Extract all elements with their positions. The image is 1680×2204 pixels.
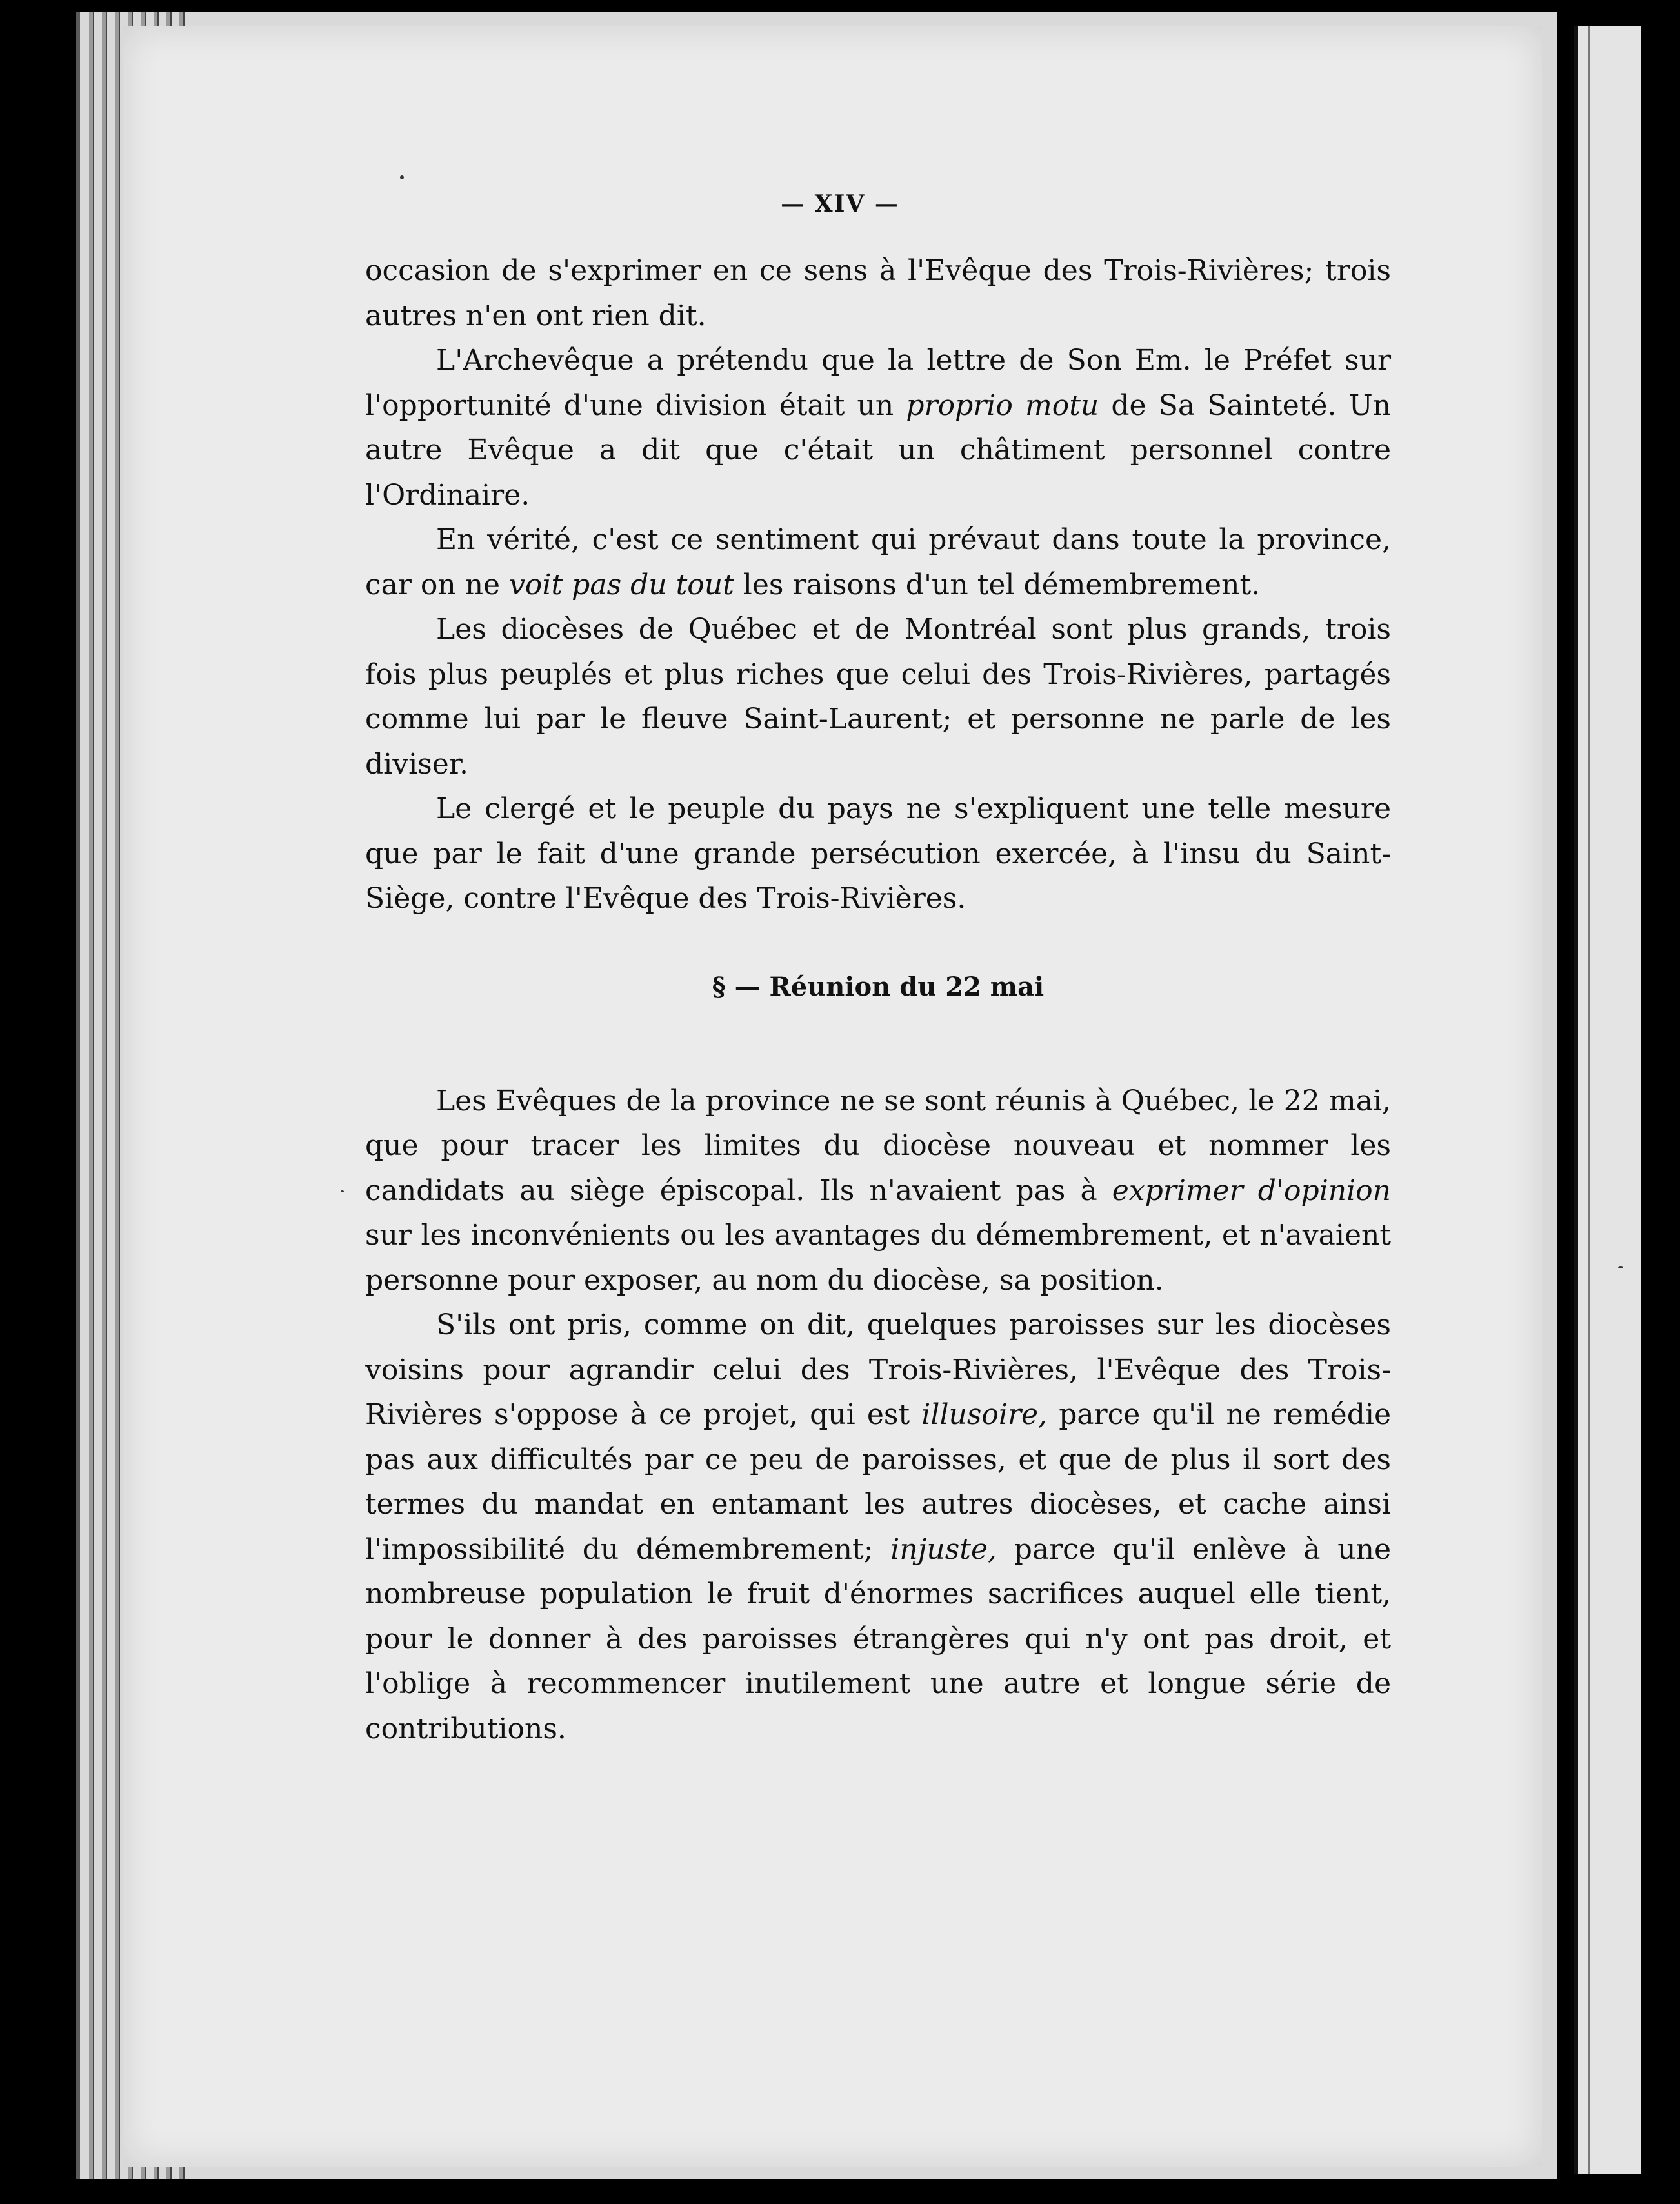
italic-text: voit pas du tout [509, 568, 734, 601]
text-run: de Sa Sainteté. Un autre Evêque a dit que c'était un châtiment personnel contre l'Ordinaire. [365, 388, 1391, 512]
paragraph [365, 248, 1391, 338]
page-edge [89, 12, 94, 2179]
paragraph [365, 338, 1391, 517]
text-run: parce qu'il enlève à une nombreuse population le fruit d'énormes sacrifices auquel elle tient, pour le donner à des paroisses étrangères qui n'y ont pas droit, et l'oblige à recommencer inutilement une autre et longue série de contributions. [365, 1532, 1392, 1745]
text-run: les raisons d'un tel démembrement. [734, 568, 1261, 601]
text-run: occasion de s'exprimer en ce sens à l'Evêque des Trois-Rivières; trois autres n'en ont rien dit. [365, 254, 1391, 332]
italic-text: proprio motu [906, 388, 1099, 422]
page-edge [102, 12, 107, 2179]
page-edge [115, 12, 120, 2179]
text-run: sur les inconvénients ou les avantages du démembrement, et n'avaient personne pour exposer, au nom du diocèse, sa position. [365, 1219, 1391, 1297]
scan-speck [1618, 1266, 1623, 1268]
paragraph [365, 1303, 1391, 1751]
paragraph [365, 1079, 1391, 1303]
text-run: parce qu'il ne remédie pas aux difficultés par ce peu de paroisses, et que de plus il sort des termes du mandat en entamant les autres diocèses, et cache ainsi l'impossibilité du démembrement; [365, 1398, 1391, 1566]
text-run: En vérité, c'est ce sentiment qui prévaut dans toute la province, car on ne [365, 523, 1391, 601]
paragraph [365, 517, 1391, 607]
italic-text: injuste, [890, 1532, 997, 1566]
section-heading: § — Réunion du 22 mai [712, 971, 1045, 1002]
paragraphs-before-heading [365, 248, 1391, 921]
paragraph [365, 786, 1391, 921]
italic-text: exprimer d'opinion [1112, 1174, 1392, 1207]
text-run: Le clergé et le peuple du pays ne s'expliquent une telle mesure que par le fait d'une grande persécution exercée, à l'insu du Saint-Siège, contre l'Evêque des Trois-Rivières. [365, 792, 1391, 915]
page-number: — XIV — [781, 190, 899, 217]
paragraph [365, 607, 1391, 786]
italic-text: illusoire, [921, 1398, 1048, 1431]
text-run: Les Evêques de la province ne se sont réunis à Québec, le 22 mai, que pour tracer les limites du diocèse nouveau et nommer les candidats au siège épiscopal. Ils n'avaient pas à [365, 1084, 1391, 1207]
body-text [365, 248, 1391, 1751]
text-run: Les diocèses de Québec et de Montréal sont plus grands, trois fois plus peuplés et plus riches que celui des Trois-Rivières, partagés comme lui par le fleuve Saint-Laurent; et personne ne parle de les diviser. [365, 613, 1391, 781]
text-run: S'ils ont pris, comme on dit, quelques paroisses sur les diocèses voisins pour agrandir celui des Trois-Rivières, l'Evêque des Trois-Rivières s'oppose à ce projet, qui est [365, 1308, 1391, 1431]
text-run: L'Archevêque a prétendu que la lettre de Son Em. le Préfet sur l'opportunité d'une division était un [365, 344, 1391, 422]
scan-speck [400, 175, 404, 179]
page-edge [1588, 26, 1590, 2174]
facing-page-edge [1574, 26, 1641, 2174]
paragraphs-after-heading [365, 1079, 1391, 1752]
scan-speck [341, 1190, 344, 1192]
